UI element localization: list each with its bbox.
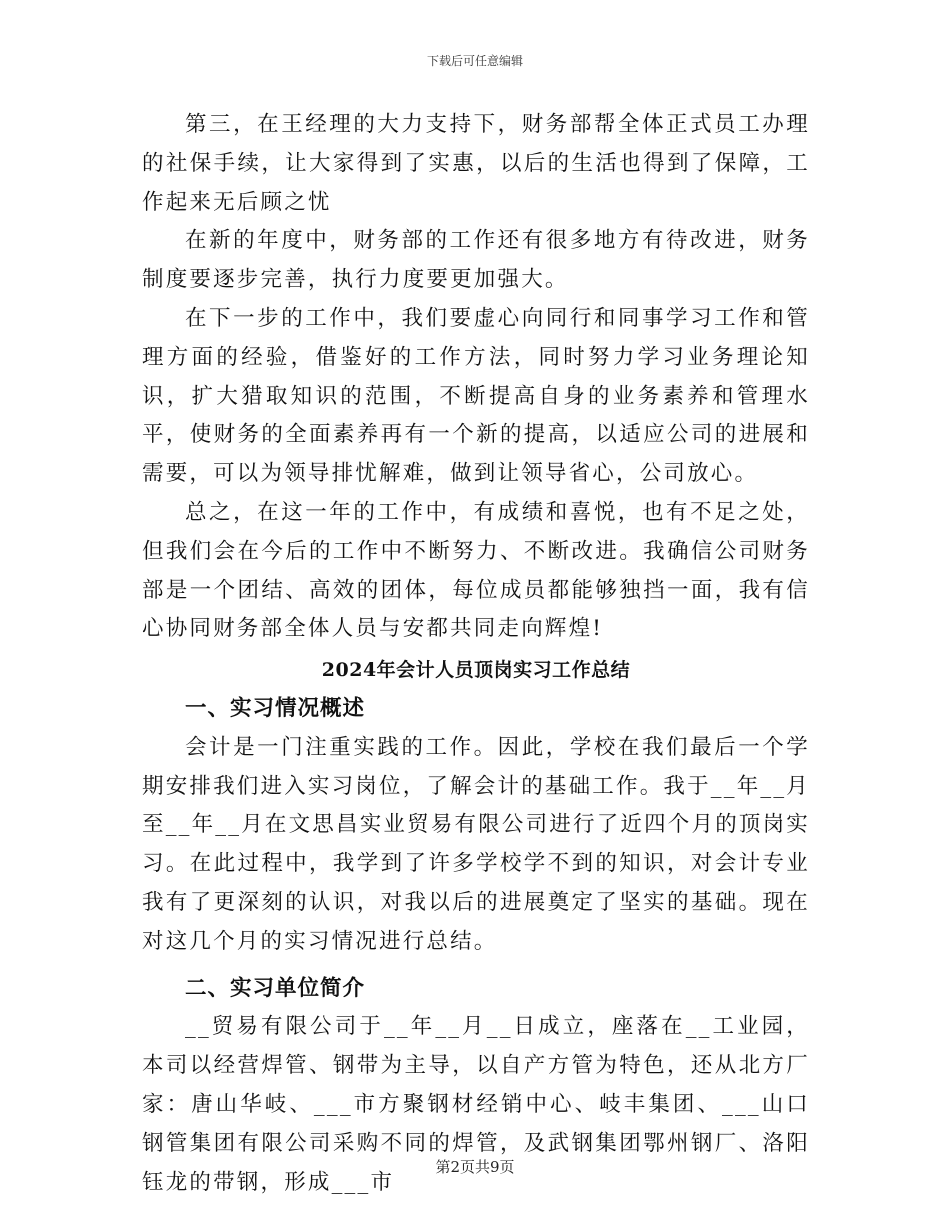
- paragraph: 会计是一门注重实践的工作。因此，学校在我们最后一个学期安排我们进入实习岗位，了解会计的基础工作。我于__年__月至__年__月在文思昌实业贸易有限公司进行了近四个月的顶岗实习。在此过程中，我学到了许多学校学不到的知识，对会计专业我有了更深刻的认识，对我以后的进展奠定了坚实的基础。现在对这几个月的实习情况进行总结。: [142, 734, 811, 954]
- paragraph: 在新的年度中，财务部的工作还有很多地方有待改进，财务制度要逐步完善，执行力度要更加强大。: [142, 228, 810, 293]
- document-title: 2024年会计人员顶岗实习工作总结: [321, 659, 631, 682]
- document-body: [142, 106, 810, 1202]
- page-number: 第2页共9页: [435, 1158, 515, 1176]
- section-heading: 一、实习情况概述: [185, 695, 366, 721]
- section-heading: 二、实习单位简介: [185, 975, 366, 1001]
- paragraph: __贸易有限公司于__年__月__日成立，座落在__工业园，本司以经营焊管、钢带为主导，以自产方管为特色，还从北方厂家：唐山华岐、___市方聚钢材经销中心、岐丰集团、___山口钢管集团有限公司采购不同的焊管，及武钢集团鄂州钢厂、洛阳钰龙的带钢，形成___市: [142, 1014, 810, 1195]
- paragraph: 第三，在王经理的大力支持下，财务部帮全体正式员工办理的社保手续，让大家得到了实惠，以后的生活也得到了保障，工作起来无后顾之忧: [142, 112, 810, 215]
- paragraph: 在下一步的工作中，我们要虚心向同行和同事学习工作和管理方面的经验，借鉴好的工作方法，同时努力学习业务理论知识，扩大猎取知识的范围，不断提高自身的业务素养和管理水平，使财务的全面素养再有一个新的提高，以适应公司的进展和需要，可以为领导排忧解难，做到让领导省心，公司放心。: [142, 305, 810, 487]
- paragraph: 总之，在这一年的工作中，有成绩和喜悦，也有不足之处，但我们会在今后的工作中不断努力、不断改进。我确信公司财务部是一个团结、高效的团体，每位成员都能够独挡一面，我有信心协同财务部全体人员与安都共同走向辉煌!: [142, 499, 810, 642]
- page-header: 下载后可任意编辑: [426, 54, 523, 68]
